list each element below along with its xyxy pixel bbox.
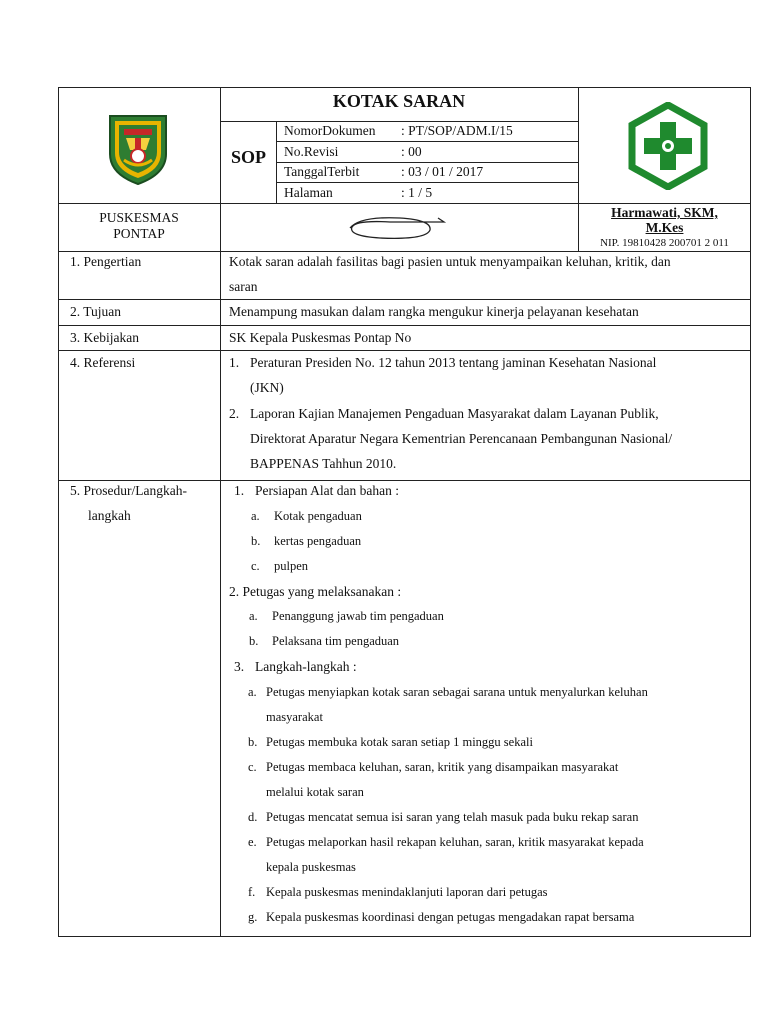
list-item: melalui kotak saran <box>266 785 364 799</box>
row-label-kebijakan: 3. Kebijakan <box>70 330 139 345</box>
meta-value: : 1 / 5 <box>401 185 433 200</box>
list-item: kertas pengaduan <box>274 534 362 548</box>
puskesmas-cross-logo <box>624 102 712 190</box>
list-item: Kepala puskesmas koordinasi dengan petugas mengadakan rapat bersama <box>266 910 635 924</box>
list-marker: b. <box>248 735 258 749</box>
tujuan-text: Menampung masukan dalam rangka mengukur kinerja pelayanan kesehatan <box>229 304 639 319</box>
meta-label: Halaman <box>284 185 333 200</box>
referensi-item: BAPPENAS Tahhun 2010. <box>250 456 397 471</box>
list-item: Petugas membaca keluhan, saran, kritik yang disampaikan masyarakat <box>266 760 619 774</box>
list-item: Petugas mencatat semua isi saran yang telah masuk pada buku rekap saran <box>266 810 639 824</box>
list-item: kepala puskesmas <box>266 860 356 874</box>
signer-degree: M.Kes <box>645 220 684 235</box>
signature <box>340 210 460 244</box>
referensi-item: (JKN) <box>250 380 284 395</box>
meta-value: : 00 <box>401 144 422 159</box>
list-marker: 3. <box>234 659 245 674</box>
list-item: pulpen <box>274 559 309 573</box>
list-marker: 2. <box>229 406 240 421</box>
signer-nip: NIP. 19810428 200701 2 011 <box>600 237 729 249</box>
list-marker: c. <box>251 559 260 573</box>
referensi-item: Laporan Kajian Manajemen Pengaduan Masyarakat dalam Layanan Publik, <box>250 406 659 421</box>
meta-label: No.Revisi <box>284 144 339 159</box>
pengertian-text: saran <box>229 279 258 294</box>
list-item: Pelaksana tim pengaduan <box>272 634 400 648</box>
step-heading: Persiapan Alat dan bahan : <box>255 483 399 498</box>
referensi-item: Peraturan Presiden No. 12 tahun 2013 tentang jaminan Kesehatan Nasional <box>250 355 657 370</box>
list-item: Petugas melaporkan hasil rekapan keluhan, saran, kritik masyarakat kepada <box>266 835 644 849</box>
list-item: Petugas membuka kotak saran setiap 1 minggu sekali <box>266 735 533 749</box>
list-marker: g. <box>248 910 258 924</box>
signer-block <box>579 205 750 250</box>
step-heading: 2. Petugas yang melaksanakan : <box>229 584 402 599</box>
list-marker: a. <box>249 609 258 623</box>
list-item: Penanggung jawab tim pengaduan <box>272 609 444 623</box>
list-marker: f. <box>248 885 256 899</box>
list-marker: 1. <box>229 355 240 370</box>
list-marker: e. <box>248 835 257 849</box>
org-name <box>58 210 220 242</box>
signer-name: Harmawati, SKM, <box>611 205 718 220</box>
list-marker: b. <box>249 634 259 648</box>
list-marker: a. <box>248 685 257 699</box>
row-label-prosedur: langkah <box>88 508 131 523</box>
row-label-tujuan: 2. Tujuan <box>70 304 122 319</box>
list-item: Kotak pengaduan <box>274 509 362 523</box>
meta-value: : PT/SOP/ADM.I/15 <box>401 123 513 138</box>
kebijakan-text: SK Kepala Puskesmas Pontap No <box>229 330 412 345</box>
list-marker: c. <box>248 760 257 774</box>
regional-emblem-logo <box>104 110 172 186</box>
step-heading: Langkah-langkah : <box>255 659 357 674</box>
list-marker: 1. <box>234 483 245 498</box>
sop-label: SOP <box>230 147 266 167</box>
meta-label: TanggalTerbit <box>284 164 360 179</box>
row-label-prosedur: 5. Prosedur/Langkah- <box>70 483 187 498</box>
list-marker: b. <box>251 534 261 548</box>
pengertian-text: Kotak saran adalah fasilitas bagi pasien untuk menyampaikan keluhan, kritik, dan <box>229 254 671 269</box>
org-name-line2: PONTAP <box>113 226 165 241</box>
row-label-referensi: 4. Referensi <box>70 355 136 370</box>
list-marker: a. <box>251 509 260 523</box>
org-name-line1: PUSKESMAS <box>99 210 179 225</box>
list-item: masyarakat <box>266 710 323 724</box>
document-title: KOTAK SARAN <box>332 91 466 111</box>
meta-value: : 03 / 01 / 2017 <box>401 164 484 179</box>
row-label-pengertian: 1. Pengertian <box>70 254 142 269</box>
meta-label: NomorDokumen <box>284 123 376 138</box>
referensi-item: Direktorat Aparatur Negara Kementrian Perencanaan Pembangunan Nasional/ <box>250 431 673 446</box>
list-marker: d. <box>248 810 258 824</box>
list-item: Kepala puskesmas menindaklanjuti laporan dari petugas <box>266 885 548 899</box>
list-item: Petugas menyiapkan kotak saran sebagai sarana untuk menyalurkan keluhan <box>266 685 648 699</box>
